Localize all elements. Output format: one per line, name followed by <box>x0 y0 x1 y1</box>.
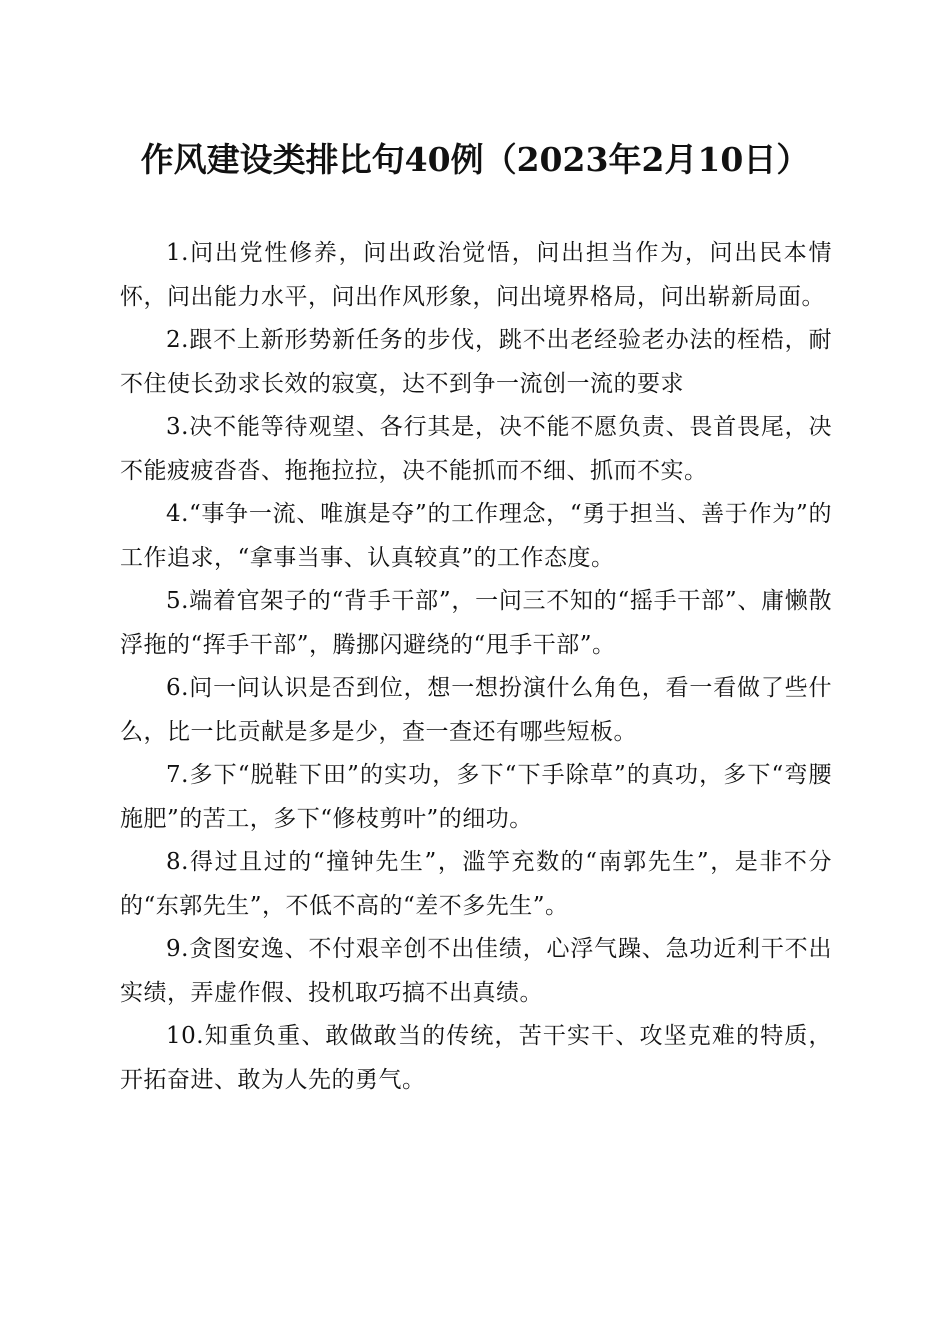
paragraph-9: 9.贪图安逸、不付艰辛创不出佳绩，心浮气躁、急功近利干不出实绩，弄虚作假、投机取巧搞不出真绩。 <box>120 936 832 1006</box>
paragraph-3: 3.决不能等待观望、各行其是，决不能不愿负责、畏首畏尾，决不能疲疲沓沓、拖拖拉拉，决不能抓而不细、抓而不实。 <box>120 414 832 484</box>
paragraph-7: 7.多下“脱鞋下田”的实功，多下“下手除草”的真功，多下“弯腰施肥”的苦工，多下“修枝剪叶”的细功。 <box>120 762 832 832</box>
document-title: 作风建设类排比句40例（2023年2月10日） <box>140 140 810 179</box>
document-body <box>120 232 832 1102</box>
paragraph-4: 4.“事争一流、唯旗是夺”的工作理念，“勇于担当、善于作为”的工作追求，“拿事当事、认真较真”的工作态度。 <box>120 501 832 571</box>
paragraph-5: 5.端着官架子的“背手干部”，一问三不知的“摇手干部”、庸懒散浮拖的“挥手干部”，腾挪闪避绕的“甩手干部”。 <box>120 588 832 658</box>
paragraph-8: 8.得过且过的“撞钟先生”，滥竽充数的“南郭先生”，是非不分的“东郭先生”，不低不高的“差不多先生”。 <box>120 849 832 919</box>
paragraph-1: 1.问出党性修养，问出政治觉悟，问出担当作为，问出民本情怀，问出能力水平，问出作风形象，问出境界格局，问出崭新局面。 <box>120 240 832 310</box>
paragraph-10: 10.知重负重、敢做敢当的传统，苦干实干、攻坚克难的特质，开拓奋进、敢为人先的勇气。 <box>120 1023 832 1093</box>
paragraph-2: 2.跟不上新形势新任务的步伐，跳不出老经验老办法的桎梏，耐不住使长劲求长效的寂寞，达不到争一流创一流的要求 <box>120 327 832 397</box>
paragraph-6: 6.问一问认识是否到位，想一想扮演什么角色，看一看做了些什么，比一比贡献是多是少，查一查还有哪些短板。 <box>120 675 832 745</box>
